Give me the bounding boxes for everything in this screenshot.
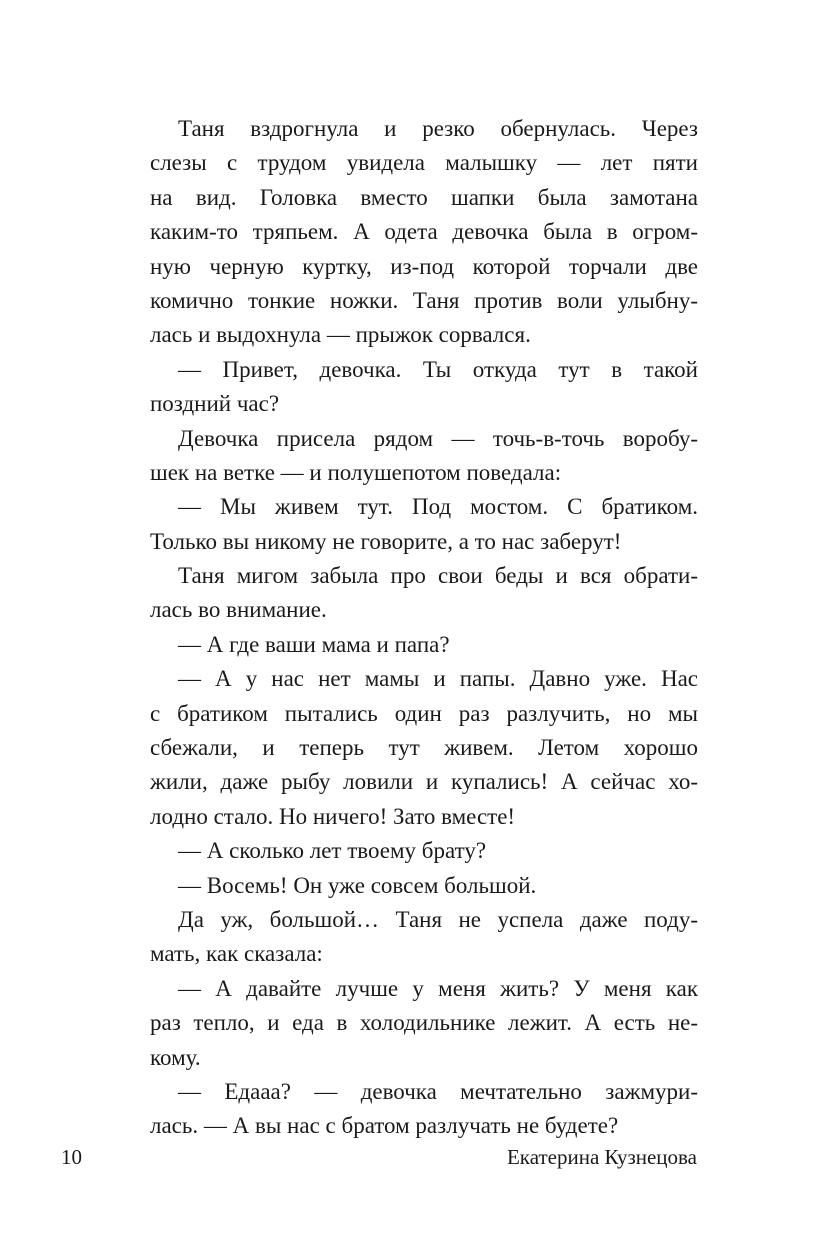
text-line: мать, как сказала: — [150, 941, 323, 967]
text-line: комично тонкие ножки. Таня против воли улыбну- — [150, 287, 698, 313]
text-line: кому. — [150, 1044, 201, 1070]
text-line: лась и выдохнула — прыжок сорвался. — [150, 322, 531, 348]
text-line: Таня вздрогнула и резко обернулась. Через — [178, 116, 698, 141]
text-line: Только вы никому не говорите, а то нас заберут! — [150, 528, 622, 554]
text-line: с братиком пытались один раз разлучить, но мы — [150, 700, 698, 726]
text-line: шек на ветке — и полушепотом поведала: — [150, 459, 562, 485]
text-line: ную черную куртку, из-под которой торчали две — [150, 253, 698, 279]
text-line: — А сколько лет твоему брату? — [178, 838, 487, 864]
text-line: на вид. Головка вместо шапки была замотана — [150, 184, 698, 210]
running-title-author: Екатерина Кузнецова — [506, 1145, 697, 1169]
page-footer — [0, 1140, 815, 1174]
text-line: раз тепло, и еда в холодильнике лежит. А есть не- — [150, 1010, 698, 1036]
text-line: жили, даже рыбу ловили и купались! А сейчас хо- — [150, 769, 698, 795]
text-line: — А где ваши мама и папа? — [178, 631, 450, 657]
text-line: Девочка присела рядом — точь-в-точь воробу- — [178, 425, 698, 451]
text-line: — А давайте лучше у меня жить? У меня как — [178, 975, 698, 1001]
text-line: лодно стало. Но ничего! Зато вместе! — [150, 803, 516, 829]
text-line: лась. — А вы нас с братом разлучать не будете? — [150, 1113, 619, 1139]
text-line: — Привет, девочка. Ты откуда тут в такой — [178, 356, 698, 382]
body-text — [150, 112, 698, 1144]
text-line: лась во внимание. — [150, 597, 327, 623]
text-line: Да уж, большой… Таня не успела даже поду- — [178, 906, 698, 932]
text-line: слезы с трудом увидела малышку — лет пяти — [150, 150, 698, 176]
text-line: — Мы живем тут. Под мостом. С братиком. — [178, 494, 698, 520]
page-number: 10 — [61, 1145, 82, 1169]
text-line: Таня мигом забыла про свои беды и вся обрати- — [178, 563, 698, 589]
text-line: — А у нас нет мамы и папы. Давно уже. Нас — [178, 666, 698, 692]
text-line: сбежали, и теперь тут живем. Летом хорошо — [150, 735, 698, 761]
text-line: каким-то тряпьем. А одета девочка была в огром- — [150, 219, 698, 245]
text-line: — Едааа? — девочка мечтательно зажмури- — [178, 1078, 698, 1104]
text-line: — Восемь! Он уже совсем большой. — [178, 872, 537, 898]
text-line: поздний час? — [150, 391, 280, 417]
